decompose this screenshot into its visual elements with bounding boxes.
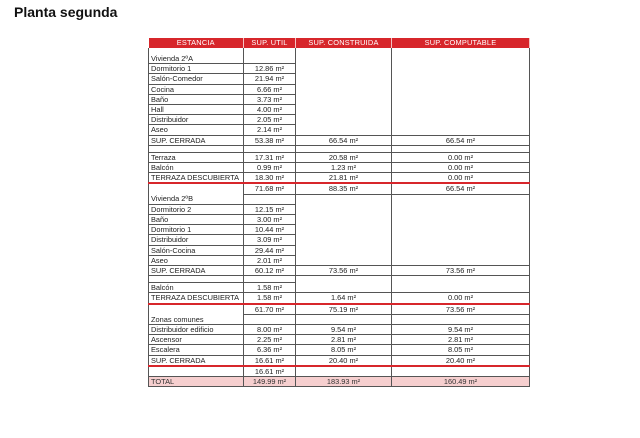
cell-sup-construida	[296, 255, 392, 265]
cell-sup-computable	[392, 255, 530, 265]
cell-sup-construida: 9.54 m²	[296, 325, 392, 335]
cell-estancia	[149, 183, 244, 194]
cell-sup-computable	[392, 145, 530, 152]
cell-sup-construida	[296, 54, 392, 64]
cell-estancia: Dormitorio 2	[149, 204, 244, 214]
cell-estancia	[149, 145, 244, 152]
cell-estancia: SUP. CERRADA	[149, 266, 244, 276]
cell-estancia: Ascensor	[149, 335, 244, 345]
cell-sup-computable	[392, 84, 530, 94]
cell-sup-computable: 73.56 m²	[392, 266, 530, 276]
cell-sup-computable	[392, 194, 530, 204]
table-row-room	[149, 152, 530, 162]
table-row-room	[149, 325, 530, 335]
cell-sup-computable: 66.54 m²	[392, 183, 530, 194]
cell-sup-computable	[392, 215, 530, 225]
cell-estancia: Vivienda 2ºB	[149, 194, 244, 204]
cell-sup-construida: 2.81 m²	[296, 335, 392, 345]
cell-estancia: Zonas comunes	[149, 314, 244, 324]
cell-estancia	[149, 304, 244, 315]
cell-estancia: Balcón	[149, 163, 244, 173]
table-row-room	[149, 235, 530, 245]
cell-sup-construida	[296, 204, 392, 214]
table-row-red	[149, 355, 530, 366]
cell-sup-util: 4.00 m²	[244, 105, 296, 115]
cell-sup-construida	[296, 283, 392, 293]
table-row-subtotal	[149, 183, 530, 194]
cell-sup-computable	[392, 74, 530, 84]
table-row-room	[149, 94, 530, 104]
table-row-room	[149, 74, 530, 84]
cell-estancia: Balcón	[149, 283, 244, 293]
cell-sup-util: 53.38 m²	[244, 135, 296, 145]
cell-sup-construida	[296, 74, 392, 84]
cell-sup-construida	[296, 314, 392, 324]
table-body	[149, 48, 530, 387]
table-row-room	[149, 64, 530, 74]
cell-sup-util: 0.99 m²	[244, 163, 296, 173]
cell-sup-util	[244, 314, 296, 324]
cell-sup-util: 18.30 m²	[244, 173, 296, 184]
cell-estancia: TOTAL	[149, 377, 244, 387]
cell-estancia: Aseo	[149, 125, 244, 135]
cell-sup-construida	[296, 64, 392, 74]
cell-sup-construida: 21.81 m²	[296, 173, 392, 184]
table-row-room	[149, 335, 530, 345]
table-row-room	[149, 345, 530, 355]
column-header-estancia: ESTANCIA	[149, 38, 244, 48]
page-title: Planta segunda	[14, 4, 118, 20]
cell-sup-computable	[392, 54, 530, 64]
table-row-room	[149, 163, 530, 173]
cell-sup-computable	[392, 314, 530, 324]
table-row-room	[149, 225, 530, 235]
table-row-gap	[149, 145, 530, 152]
cell-sup-util: 6.36 m²	[244, 345, 296, 355]
cell-estancia: Distribuidor	[149, 115, 244, 125]
cell-sup-computable	[392, 366, 530, 377]
cell-sup-computable	[392, 276, 530, 283]
cell-estancia: Hall	[149, 105, 244, 115]
cell-sup-util: 2.25 m²	[244, 335, 296, 345]
cell-sup-util: 29.44 m²	[244, 245, 296, 255]
cell-sup-computable	[392, 94, 530, 104]
cell-sup-construida	[296, 84, 392, 94]
cell-sup-computable	[392, 125, 530, 135]
cell-sup-util	[244, 54, 296, 64]
column-header-sup-util: SUP. UTIL	[244, 38, 296, 48]
cell-sup-util: 12.86 m²	[244, 64, 296, 74]
table-row-room	[149, 105, 530, 115]
cell-sup-util: 1.58 m²	[244, 293, 296, 304]
cell-sup-util: 3.00 m²	[244, 215, 296, 225]
cell-sup-construida: 20.40 m²	[296, 355, 392, 366]
cell-sup-util: 149.99 m²	[244, 377, 296, 387]
cell-sup-util: 21.94 m²	[244, 74, 296, 84]
table-row-room	[149, 245, 530, 255]
cell-sup-construida	[296, 245, 392, 255]
cell-sup-construida	[296, 94, 392, 104]
table-row-gap	[149, 276, 530, 283]
cell-sup-computable	[392, 283, 530, 293]
table-row-total	[149, 377, 530, 387]
table-row-heading	[149, 314, 530, 324]
cell-sup-computable	[392, 235, 530, 245]
cell-estancia: Salón-Cocina	[149, 245, 244, 255]
cell-sup-util: 3.09 m²	[244, 235, 296, 245]
cell-estancia: Cocina	[149, 84, 244, 94]
cell-sup-computable	[392, 245, 530, 255]
table-row-room	[149, 215, 530, 225]
cell-estancia: Dormitorio 1	[149, 64, 244, 74]
cell-sup-util: 17.31 m²	[244, 152, 296, 162]
cell-estancia	[149, 276, 244, 283]
table-row-room	[149, 204, 530, 214]
cell-sup-computable: 8.05 m²	[392, 345, 530, 355]
cell-sup-construida	[296, 215, 392, 225]
cell-sup-util: 2.14 m²	[244, 125, 296, 135]
cell-sup-util: 1.58 m²	[244, 283, 296, 293]
table-row-sum	[149, 135, 530, 145]
cell-sup-construida	[296, 105, 392, 115]
cell-sup-construida: 73.56 m²	[296, 266, 392, 276]
cell-sup-util: 16.61 m²	[244, 366, 296, 377]
cell-sup-construida	[296, 115, 392, 125]
cell-estancia: Dormitorio 1	[149, 225, 244, 235]
cell-estancia: TERRAZA DESCUBIERTA	[149, 173, 244, 184]
cell-estancia: TERRAZA DESCUBIERTA	[149, 293, 244, 304]
cell-sup-computable: 160.49 m²	[392, 377, 530, 387]
cell-sup-util: 10.44 m²	[244, 225, 296, 235]
table-row-room	[149, 125, 530, 135]
cell-sup-util: 61.70 m²	[244, 304, 296, 315]
cell-sup-construida	[296, 145, 392, 152]
table-header-row	[149, 38, 530, 48]
table-row-room	[149, 84, 530, 94]
cell-estancia: Baño	[149, 94, 244, 104]
cell-estancia: Aseo	[149, 255, 244, 265]
cell-sup-computable: 20.40 m²	[392, 355, 530, 366]
cell-sup-util: 71.68 m²	[244, 183, 296, 194]
cell-estancia: SUP. CERRADA	[149, 135, 244, 145]
cell-sup-computable: 0.00 m²	[392, 173, 530, 184]
cell-sup-util: 2.05 m²	[244, 115, 296, 125]
table-row-subtotal	[149, 304, 530, 315]
table-row-red	[149, 173, 530, 184]
cell-estancia: Salón-Comedor	[149, 74, 244, 84]
table-row-red	[149, 293, 530, 304]
cell-sup-computable: 0.00 m²	[392, 293, 530, 304]
cell-sup-construida: 1.64 m²	[296, 293, 392, 304]
cell-sup-construida: 8.05 m²	[296, 345, 392, 355]
cell-sup-util: 3.73 m²	[244, 94, 296, 104]
cell-sup-construida: 88.35 m²	[296, 183, 392, 194]
cell-estancia: Escalera	[149, 345, 244, 355]
cell-sup-computable: 73.56 m²	[392, 304, 530, 315]
column-header-sup-construida: SUP. CONSTRUIDA	[296, 38, 392, 48]
cell-sup-construida: 1.23 m²	[296, 163, 392, 173]
cell-estancia	[149, 366, 244, 377]
cell-sup-computable: 66.54 m²	[392, 135, 530, 145]
cell-sup-construida: 20.58 m²	[296, 152, 392, 162]
cell-sup-computable: 0.00 m²	[392, 152, 530, 162]
cell-sup-construida	[296, 225, 392, 235]
cell-sup-util: 16.61 m²	[244, 355, 296, 366]
column-header-sup-computable: SUP. COMPUTABLE	[392, 38, 530, 48]
cell-sup-construida	[296, 235, 392, 245]
table-row-room	[149, 115, 530, 125]
cell-estancia: Baño	[149, 215, 244, 225]
cell-sup-construida: 66.54 m²	[296, 135, 392, 145]
cell-sup-computable	[392, 115, 530, 125]
cell-sup-computable: 2.81 m²	[392, 335, 530, 345]
cell-sup-util: 8.00 m²	[244, 325, 296, 335]
cell-estancia: Vivienda 2ºA	[149, 54, 244, 64]
cell-sup-util	[244, 276, 296, 283]
surface-table	[148, 38, 530, 387]
cell-sup-construida	[296, 366, 392, 377]
cell-estancia: Distribuidor	[149, 235, 244, 245]
cell-sup-computable	[392, 64, 530, 74]
cell-sup-construida	[296, 194, 392, 204]
cell-sup-computable	[392, 225, 530, 235]
table-row-sum	[149, 266, 530, 276]
cell-sup-util: 6.66 m²	[244, 84, 296, 94]
cell-estancia: Distribuidor edificio	[149, 325, 244, 335]
cell-sup-construida: 183.93 m²	[296, 377, 392, 387]
cell-estancia: Terraza	[149, 152, 244, 162]
cell-sup-util	[244, 145, 296, 152]
table-row-heading	[149, 194, 530, 204]
table-row-subtotal	[149, 366, 530, 377]
cell-sup-util: 2.01 m²	[244, 255, 296, 265]
cell-sup-util: 60.12 m²	[244, 266, 296, 276]
cell-sup-computable: 0.00 m²	[392, 163, 530, 173]
cell-sup-util	[244, 194, 296, 204]
cell-sup-construida: 75.19 m²	[296, 304, 392, 315]
cell-sup-computable: 9.54 m²	[392, 325, 530, 335]
cell-sup-computable	[392, 204, 530, 214]
cell-sup-construida	[296, 276, 392, 283]
cell-sup-construida	[296, 125, 392, 135]
table-row-heading	[149, 54, 530, 64]
table-row-room	[149, 283, 530, 293]
cell-sup-computable	[392, 105, 530, 115]
cell-sup-util: 12.15 m²	[244, 204, 296, 214]
cell-estancia: SUP. CERRADA	[149, 355, 244, 366]
table-row-room	[149, 255, 530, 265]
